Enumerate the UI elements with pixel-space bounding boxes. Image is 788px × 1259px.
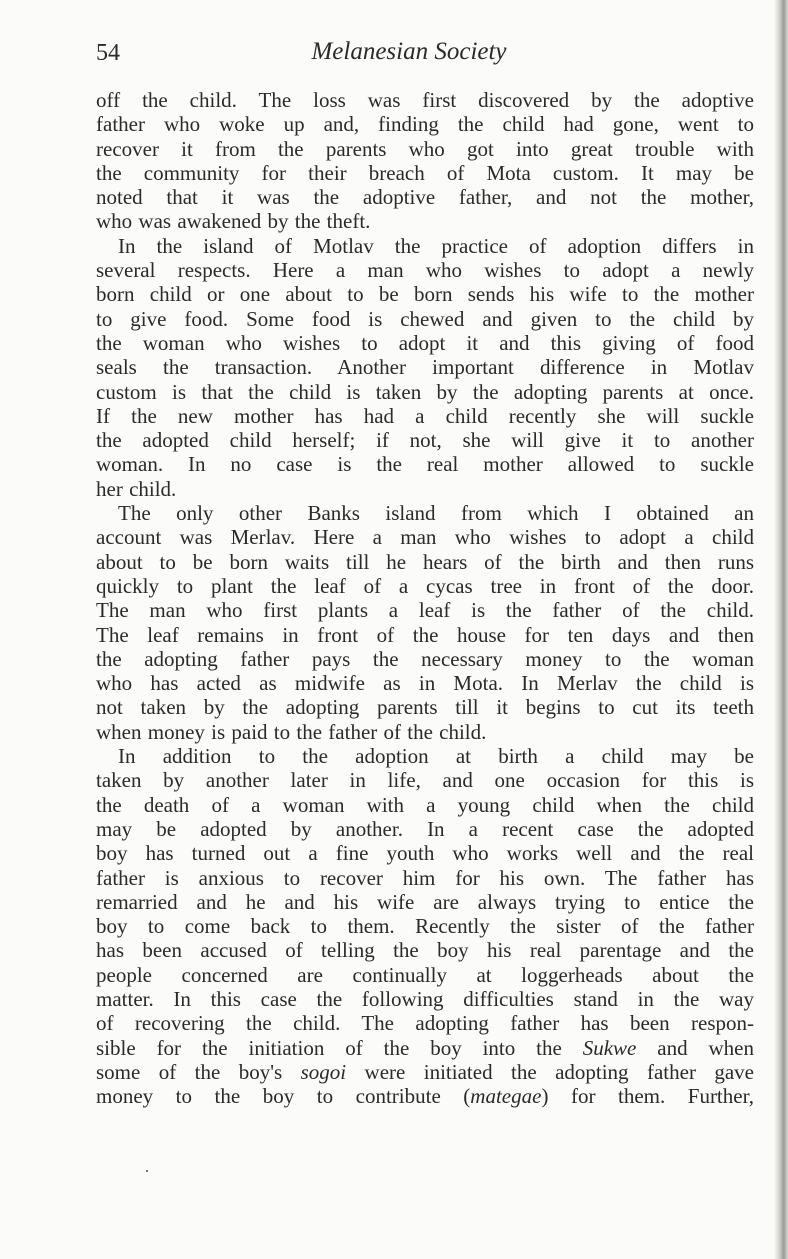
text-segment: several respects. Here a man who wishes to adopt a newly — [96, 258, 754, 283]
scan-speck — [146, 1170, 148, 1172]
text-segment: who has acted as midwife as in Mota. In Merlav the child is — [96, 671, 754, 696]
text-segment: the death of a woman with a young child when the child — [96, 792, 754, 817]
text-line — [96, 185, 754, 209]
text-segment: born child or one about to be born sends his wife to the mother — [96, 282, 754, 307]
text-line — [96, 428, 754, 452]
page-number: 54 — [96, 40, 120, 66]
text-line — [96, 209, 754, 233]
body-text — [96, 88, 754, 1108]
running-title: Melanesian Society — [311, 38, 507, 65]
text-line — [96, 137, 754, 161]
text-segment: the woman who wishes to adopt it and this giving of food — [96, 330, 754, 355]
text-segment: her child. — [96, 476, 177, 501]
text-line — [96, 331, 754, 355]
text-segment: off the child. The loss was first discovered by the adoptive — [96, 88, 754, 112]
text-line — [96, 768, 754, 792]
text-line — [96, 720, 754, 744]
text-line — [96, 355, 754, 379]
text-segment: who was awakened by the theft. — [96, 209, 371, 234]
text-segment: when money is paid to the father of the child. — [96, 719, 487, 744]
text-line — [96, 671, 754, 695]
text-segment: The man who first plants a leaf is the father of the child. — [96, 598, 754, 623]
text-line — [96, 112, 754, 136]
text-line — [96, 88, 754, 112]
text-line — [96, 866, 754, 890]
text-segment: The only other Banks island from which I obtained an — [118, 501, 754, 526]
text-segment: quickly to plant the leaf of a cycas tree in front of the door. — [96, 573, 754, 598]
text-segment: woman. In no case is the real mother allowed to suckle — [96, 452, 754, 477]
text-line — [96, 817, 754, 841]
text-segment: may be adopted by another. In a recent case the adopted — [96, 816, 754, 841]
page-edge-shadow — [774, 0, 788, 1259]
text-line — [96, 744, 754, 768]
text-segment: boy has turned out a fine youth who works well and the real — [96, 841, 754, 866]
text-segment: In addition to the adoption at birth a child may be — [118, 744, 754, 769]
text-segment: father is anxious to recover him for his own. The father has — [96, 865, 754, 890]
text-segment: The leaf remains in front of the house for ten days and then — [96, 622, 754, 647]
text-line — [96, 1036, 754, 1060]
text-line — [96, 307, 754, 331]
text-line — [96, 525, 754, 549]
text-segment: boy to come back to them. Recently the sister of the father — [96, 914, 754, 939]
text-line — [96, 574, 754, 598]
text-line — [96, 938, 754, 962]
text-segment: seals the transaction. Another important difference in Motlav — [96, 355, 754, 380]
text-segment: of recovering the child. The adopting father has been respon- — [96, 1011, 754, 1036]
text-segment: remarried and he and his wife are always trying to entice the — [96, 889, 754, 914]
text-line — [96, 234, 754, 258]
text-line — [96, 647, 754, 671]
text-line — [96, 501, 754, 525]
italic-term: mategae — [470, 1084, 542, 1109]
text-segment: account was Merlav. Here a man who wishes to adopt a child — [96, 525, 754, 550]
text-segment: some of the boy's — [96, 1059, 301, 1084]
text-segment: sible for the initiation of the boy into the — [96, 1035, 583, 1060]
italic-term: Sukwe — [582, 1035, 637, 1060]
text-segment: ) for them. Further, — [541, 1084, 754, 1109]
text-line — [96, 695, 754, 719]
text-segment: matter. In this case the following difficulties stand in the way — [96, 986, 754, 1011]
italic-term: sogoi — [300, 1059, 347, 1084]
text-line — [96, 452, 754, 476]
text-line — [96, 987, 754, 1011]
text-segment: has been accused of telling the boy his real parentage and the — [96, 938, 754, 963]
text-line — [96, 477, 754, 501]
text-segment: the adopting father pays the necessary money to the woman — [96, 646, 754, 671]
text-segment: taken by another later in life, and one occasion for this is — [96, 768, 754, 793]
text-segment: to give food. Some food is chewed and given to the child by — [96, 306, 754, 331]
text-segment: not taken by the adopting parents till it begins to cut its teeth — [96, 695, 754, 720]
text-segment: custom is that the child is taken by the adopting parents at once. — [96, 379, 754, 404]
text-segment: people concerned are continually at loggerheads about the — [96, 962, 754, 987]
text-line — [96, 550, 754, 574]
text-line — [96, 963, 754, 987]
text-line — [96, 380, 754, 404]
text-line — [96, 1084, 754, 1108]
text-segment: In the island of Motlav the practice of adoption differs in — [118, 233, 754, 258]
text-segment: noted that it was the adoptive father, and not the mother, — [96, 185, 754, 210]
text-segment: the adopted child herself; if not, she will give it to another — [96, 428, 754, 453]
text-segment: were initiated the adopting father gave — [346, 1059, 754, 1084]
text-segment: the community for their breach of Mota custom. It may be — [96, 160, 754, 185]
text-line — [96, 161, 754, 185]
text-segment: father who woke up and, finding the child had gone, went to — [96, 112, 754, 137]
text-line — [96, 793, 754, 817]
text-line — [96, 404, 754, 428]
text-line — [96, 841, 754, 865]
text-segment: and when — [636, 1035, 755, 1060]
text-segment: about to be born waits till he hears of the birth and then runs — [96, 549, 754, 574]
text-segment: recover it from the parents who got into great trouble with — [96, 136, 754, 161]
text-line — [96, 623, 754, 647]
text-line — [96, 1060, 754, 1084]
text-line — [96, 1011, 754, 1035]
text-segment: If the new mother has had a child recently she will suckle — [96, 403, 754, 428]
text-line — [96, 890, 754, 914]
text-line — [96, 258, 754, 282]
text-line — [96, 598, 754, 622]
text-segment: money to the boy to contribute ( — [96, 1084, 471, 1109]
text-line — [96, 914, 754, 938]
text-line — [96, 282, 754, 306]
